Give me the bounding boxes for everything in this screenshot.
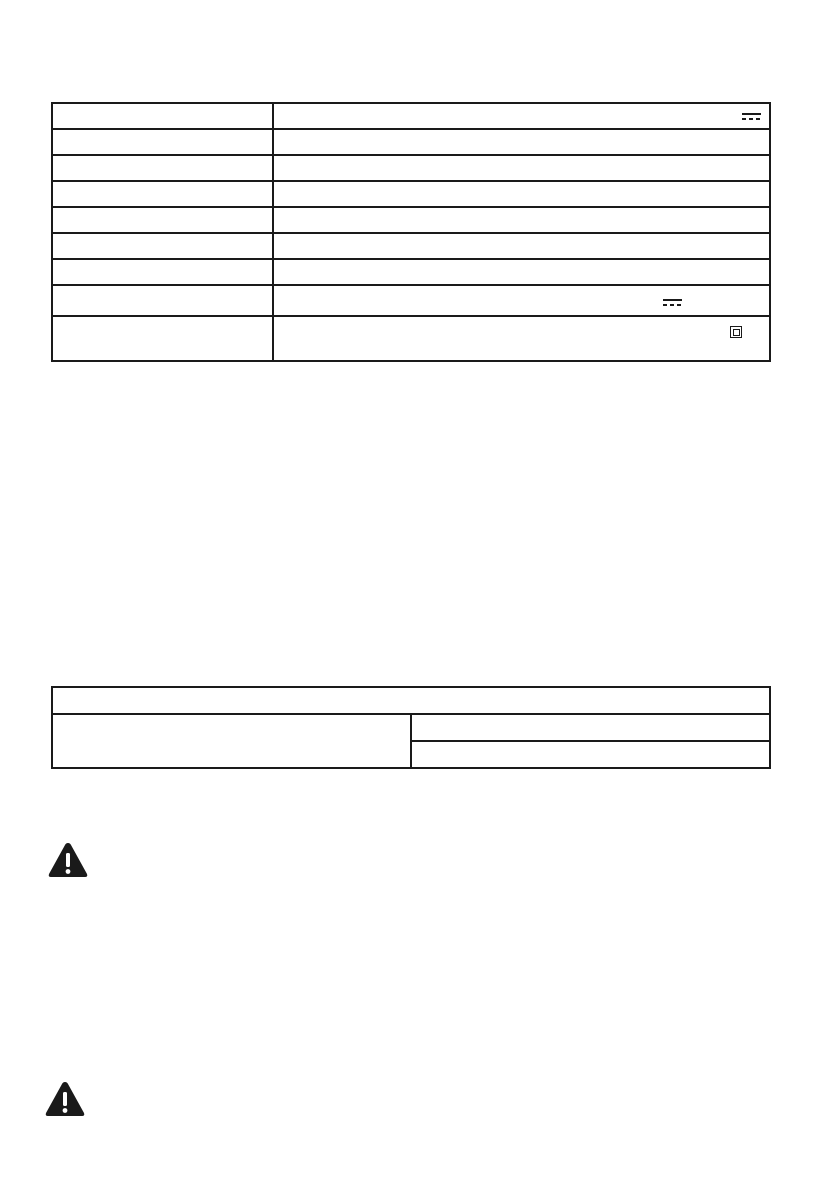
info-header bbox=[52, 687, 770, 714]
spec-value bbox=[273, 316, 770, 361]
spec-label bbox=[52, 233, 273, 259]
dc-current-icon bbox=[663, 299, 682, 307]
spec-row bbox=[52, 285, 770, 316]
spec-label bbox=[52, 285, 273, 316]
spec-label bbox=[52, 259, 273, 285]
spec-label bbox=[52, 129, 273, 155]
info-header-row bbox=[52, 687, 770, 714]
spec-value bbox=[273, 285, 770, 316]
spec-value bbox=[273, 259, 770, 285]
spec-row bbox=[52, 155, 770, 181]
spec-value bbox=[273, 233, 770, 259]
spec-label bbox=[52, 181, 273, 207]
spec-label bbox=[52, 155, 273, 181]
info-row bbox=[52, 714, 770, 741]
spec-value bbox=[273, 103, 770, 129]
spec-value bbox=[273, 181, 770, 207]
spec-label bbox=[52, 316, 273, 361]
class-ii-insulation-icon bbox=[730, 326, 742, 338]
spec-row bbox=[52, 181, 770, 207]
warning-triangle-icon bbox=[44, 1080, 86, 1118]
info-left-cell bbox=[52, 714, 411, 768]
spec-row bbox=[52, 316, 770, 361]
spec-label bbox=[52, 207, 273, 233]
spec-label bbox=[52, 103, 273, 129]
dc-current-icon bbox=[742, 113, 761, 121]
spec-row bbox=[52, 103, 770, 129]
spec-value bbox=[273, 129, 770, 155]
spec-value bbox=[273, 207, 770, 233]
info-right-cell bbox=[411, 741, 770, 768]
specifications-table bbox=[51, 102, 771, 362]
info-table bbox=[51, 686, 771, 769]
info-right-cell bbox=[411, 714, 770, 741]
warning-triangle-icon bbox=[47, 841, 89, 879]
spec-row bbox=[52, 129, 770, 155]
spec-row bbox=[52, 207, 770, 233]
spec-row bbox=[52, 259, 770, 285]
spec-value bbox=[273, 155, 770, 181]
spec-row bbox=[52, 233, 770, 259]
